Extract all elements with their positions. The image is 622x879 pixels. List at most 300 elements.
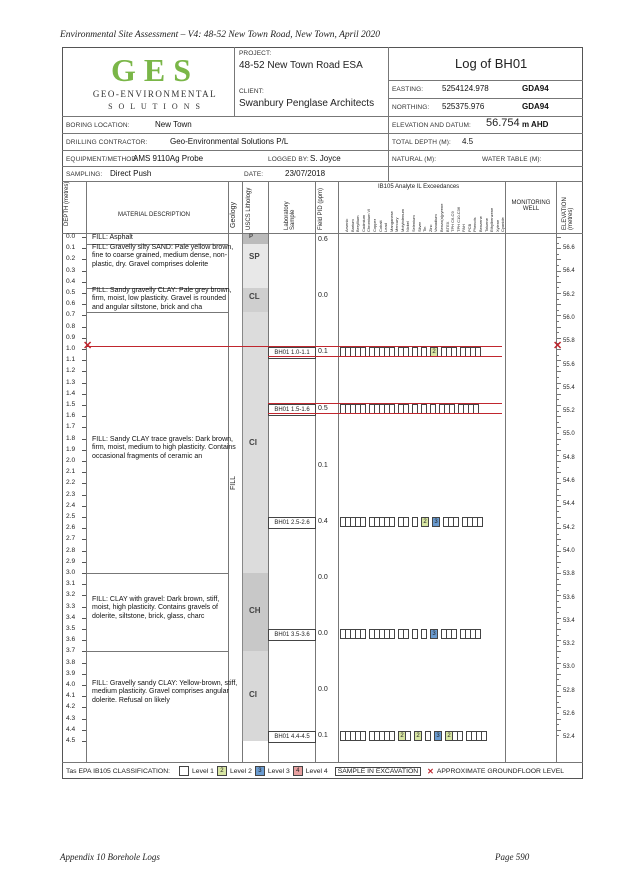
analyte-label: Barium <box>349 219 355 232</box>
elevation-tick-mark <box>556 618 561 619</box>
elevation-tick-mark <box>556 500 559 501</box>
depth-tick: 2.2 <box>66 479 76 487</box>
analyte-label: Cobalt <box>377 220 383 232</box>
depth-tick: 0.9 <box>66 333 76 341</box>
sample-pid: 0.0 <box>318 630 328 637</box>
depth-tick: 4.1 <box>66 692 76 700</box>
elevation-tick-mark <box>556 523 559 524</box>
elevation-tick-mark <box>556 640 561 641</box>
description-asphalt: FILL: Asphalt <box>92 234 133 241</box>
sample-pid: 0.4 <box>318 518 328 525</box>
description-gravelly-sandy-clay: FILL: Gravelly sandy CLAY: Yellow-brown, stiff, medium plasticity. Gravel comprises angular dolerite. Refusal on likely <box>92 680 238 704</box>
analyte-label: Ethylbenzene <box>489 207 495 232</box>
exceedance-cell <box>421 629 427 639</box>
depth-tick-mark <box>82 562 86 563</box>
depth-tick-mark <box>82 371 86 372</box>
exceedance-cell <box>457 731 463 741</box>
elevation-tick-mark <box>556 276 559 277</box>
elevation-tick: 54.6 <box>563 478 575 484</box>
elevation-tick-mark <box>556 304 561 305</box>
exceedance-cell: 2 <box>414 731 422 741</box>
depth-tick-mark <box>82 685 86 686</box>
logo-letters: GES <box>110 52 200 88</box>
col-pid: Field PID (ppm) <box>318 187 324 230</box>
exceedance-cell <box>389 731 395 741</box>
depth-tick: 0.5 <box>66 289 76 296</box>
depth-tick: 0.2 <box>66 255 76 263</box>
exceedance-cell <box>403 629 409 639</box>
equipment-value: AMS 9110Ag Probe <box>133 154 204 163</box>
logged-by-value: S. Joyce <box>310 154 341 163</box>
col-uscs: USCS Lithology <box>246 187 252 230</box>
depth-tick: 1.8 <box>66 434 76 442</box>
depth-tick-mark <box>82 584 86 585</box>
project-label: PROJECT: <box>239 50 272 57</box>
analyte-label: PAH <box>461 224 467 232</box>
logged-by-label: LOGGED BY: <box>268 156 309 163</box>
elevation-tick-mark <box>556 405 561 406</box>
depth-tick-mark <box>82 674 86 675</box>
analyte-label: Zinc <box>427 224 433 232</box>
depth-tick: 2.4 <box>66 501 76 509</box>
exceedance-cell <box>412 629 418 639</box>
col-geology: Geology <box>230 201 237 228</box>
elevation-tick-mark <box>556 439 561 440</box>
project-value: 48-52 New Town Road ESA <box>239 60 363 71</box>
boring-location-label: BORING LOCATION: <box>66 122 130 129</box>
total-depth-label: TOTAL DEPTH (M): <box>392 139 451 146</box>
elevation-tick-mark <box>556 399 559 400</box>
depth-tick-mark <box>82 730 86 731</box>
depth-tick: 1.1 <box>66 356 76 364</box>
legend <box>66 766 564 776</box>
date-value: 23/07/2018 <box>285 169 326 178</box>
elevation-tick: 56.4 <box>563 268 575 275</box>
elevation-tick-mark <box>556 321 559 322</box>
legend-x-icon: ✕ <box>427 766 434 776</box>
uscs-ch: CH <box>249 606 261 615</box>
contractor-value: Geo-Environmental Solutions P/L <box>170 137 289 146</box>
analyte-label: PCB <box>466 223 472 232</box>
exceedance-cell <box>389 629 395 639</box>
elevation-tick-mark <box>556 556 559 557</box>
depth-tick: 1.9 <box>66 445 76 453</box>
elevation-tick-mark <box>556 551 561 552</box>
elevation-tick-mark <box>556 562 561 563</box>
elevation-tick-mark <box>556 472 561 473</box>
elevation-tick-mark <box>556 287 559 288</box>
depth-tick: 3.9 <box>66 669 76 677</box>
elevation-tick-mark <box>556 657 559 658</box>
depth-tick-mark <box>82 528 86 529</box>
legend-classification: Tas EPA IB105 CLASSIFICATION: <box>66 767 171 775</box>
total-depth-value: 4.5 <box>462 137 474 146</box>
elevation-tick-mark <box>556 506 561 507</box>
analyte-label: Copper <box>371 218 377 232</box>
elevation-tick: 55.8 <box>563 338 575 345</box>
elevation-tick: 52.6 <box>563 711 575 717</box>
elevation-tick: 52.4 <box>563 734 575 741</box>
analyte-label: Xylene <box>494 219 500 232</box>
contractor-label: DRILLING CONTRACTOR: <box>66 139 148 146</box>
uscs-cl: CL <box>249 292 260 301</box>
elevation-tick: 55.6 <box>563 361 575 368</box>
elevation-tick-mark <box>556 517 561 518</box>
elevation-tick-mark <box>556 455 559 456</box>
legend-level2: Level 2 <box>229 767 252 775</box>
elevation-tick-mark <box>556 411 559 412</box>
exceedance-cell <box>405 731 411 741</box>
legend-level4: Level 4 <box>305 767 328 775</box>
analyte-label: TPH C10-C36 <box>455 206 461 232</box>
elevation-unit: m AHD <box>522 120 549 129</box>
depth-tick: 3.0 <box>66 569 76 576</box>
elevation-tick-mark <box>556 388 559 389</box>
elevation-tick-mark <box>556 360 561 361</box>
description-sandy-clay: FILL: Sandy CLAY trace gravels: Dark brown, firm, moist, medium to high plasticity. Contains occasional fragments of ceramic an <box>92 436 236 460</box>
depth-tick: 2.9 <box>66 557 76 565</box>
elevation-tick: 53.8 <box>563 571 575 578</box>
natural-label: NATURAL (M): <box>392 156 437 163</box>
depth-tick-mark <box>82 595 86 596</box>
depth-tick-mark <box>82 360 86 361</box>
depth-tick-mark <box>82 495 86 496</box>
elevation-tick-mark <box>556 702 559 703</box>
legend-level1-swatch <box>179 766 189 776</box>
depth-tick: 1.6 <box>66 412 76 420</box>
elevation-tick-mark <box>556 590 559 591</box>
elevation-tick-mark <box>556 629 561 630</box>
elevation-tick-mark <box>556 371 561 372</box>
elevation-tick-mark <box>556 355 559 356</box>
easting-datum: GDA94 <box>522 84 549 93</box>
pid-reading: 0.6 <box>318 236 328 243</box>
col-material: MATERIAL DESCRIPTION <box>118 212 191 218</box>
analyte-label: Benzene <box>478 216 484 232</box>
analyte-label: Nickel <box>405 221 411 232</box>
elevation-tick-mark <box>556 707 561 708</box>
pid-reading: 0.0 <box>318 292 328 299</box>
elevation-tick-mark <box>556 635 559 636</box>
depth-tick-mark <box>82 282 86 283</box>
analyte-label: Vanadium <box>433 214 439 232</box>
elevation-tick: 56.6 <box>563 245 575 251</box>
elevation-tick-mark <box>556 366 559 367</box>
col-depth: DEPTH (metres) <box>64 181 70 226</box>
equipment-label: EQUIPMENT/METHOD: <box>66 156 139 163</box>
depth-tick: 3.7 <box>66 647 76 655</box>
elevation-tick-mark <box>556 579 559 580</box>
elevation-tick-mark <box>556 573 561 574</box>
elevation-tick-mark <box>556 685 561 686</box>
exceedance-cell <box>477 517 483 527</box>
elevation-tick-mark <box>556 422 559 423</box>
depth-tick-mark <box>82 707 86 708</box>
analyte-label: Chromium VI <box>366 208 372 232</box>
elevation-tick-mark <box>556 237 561 238</box>
col-elevation: ELEVATION (metres) <box>562 197 574 230</box>
depth-tick: 2.1 <box>66 468 76 476</box>
elevation-tick-mark <box>556 377 559 378</box>
depth-tick-mark <box>82 271 86 272</box>
elevation-tick-mark <box>556 495 561 496</box>
elevation-tick-mark <box>556 243 559 244</box>
elevation-tick-mark <box>556 730 561 731</box>
col-sample: Laboratory Sample <box>284 201 296 230</box>
boring-location-value: New Town <box>155 120 192 129</box>
easting-value: 5254124.978 <box>442 84 489 93</box>
northing-value: 525375.976 <box>442 102 485 111</box>
elevation-tick: 56.0 <box>563 314 575 321</box>
legend-level3-swatch: 3 <box>255 766 265 776</box>
uscs-p: P <box>249 234 254 240</box>
elevation-tick: 55.0 <box>563 431 575 438</box>
depth-tick: 3.3 <box>66 602 76 610</box>
depth-tick: 2.8 <box>66 546 76 554</box>
elevation-tick: 54.8 <box>563 454 575 461</box>
depth-tick-mark <box>82 461 86 462</box>
water-table-label: WATER TABLE (M): <box>482 156 542 163</box>
depth-tick: 1.7 <box>66 423 76 431</box>
depth-tick: 4.0 <box>66 681 76 688</box>
elevation-tick-mark <box>556 545 559 546</box>
analyte-label: Manganese <box>388 211 394 232</box>
elevation-tick-mark <box>556 282 561 283</box>
analyte-label: Benzo(a)pyrene <box>438 203 444 232</box>
analyte-label: Tin <box>422 226 428 232</box>
depth-tick: 3.1 <box>66 580 76 588</box>
analyte-label: Beryllium <box>355 215 361 232</box>
elevation-label: ELEVATION AND DATUM: <box>392 122 471 129</box>
sample-pid: 0.5 <box>318 405 328 412</box>
elevation-tick-mark <box>556 623 559 624</box>
uscs-ci: CI <box>249 438 257 447</box>
sampling-label: SAMPLING: <box>66 171 103 178</box>
exceedance-cell <box>389 517 395 527</box>
elevation-tick-mark <box>556 416 561 417</box>
exceedance-cell: 3 <box>434 731 442 741</box>
client-label: CLIENT: <box>239 88 264 95</box>
elevation-tick-mark <box>556 461 561 462</box>
elevation-tick-mark <box>556 539 561 540</box>
elevation-tick-mark <box>556 651 561 652</box>
elevation-tick-mark <box>556 679 559 680</box>
elevation-tick-mark <box>556 567 559 568</box>
depth-tick: 1.4 <box>66 389 76 397</box>
elevation-tick: 53.2 <box>563 641 575 648</box>
sample-pid: 0.1 <box>318 732 328 739</box>
depth-tick-mark <box>82 741 86 742</box>
description-sand: FILL: Gravelly silty SAND: Pale yellow brown, fine to coarse grained, medium dense, non-plastic, dry. Gravel comprises dolerite <box>92 244 234 268</box>
legend-level1: Level 1 <box>192 767 214 775</box>
depth-tick: 4.4 <box>66 725 76 733</box>
footer: Appendix 10 Borehole Logs <box>60 852 160 862</box>
exceedance-cell <box>425 731 431 741</box>
elevation-tick-mark <box>556 259 561 260</box>
exceedance-cell <box>451 629 457 639</box>
elevation-tick-mark <box>556 299 559 300</box>
elevation-tick-mark <box>556 719 561 720</box>
legend-groundfloor: APPROXIMATE GROUNDFLOOR LEVEL <box>436 767 565 775</box>
description-clay-gravel: FILL: CLAY with gravel: Dark brown, stiff, moist, high plasticity. Contains gravels of dolerite, siltstone, brick, glass, charc <box>92 596 220 620</box>
depth-tick-mark <box>82 327 86 328</box>
pid-reading: 0.0 <box>318 574 328 581</box>
uscs-sp: SP <box>249 252 260 261</box>
depth-tick-mark <box>82 506 86 507</box>
log-title: Log of BH01 <box>455 56 528 71</box>
pid-reading: 0.1 <box>318 462 328 469</box>
elevation-tick-mark <box>556 327 561 328</box>
depth-tick-mark <box>82 237 86 238</box>
exceedance-cell: 2 <box>430 347 438 357</box>
col-monitoring: MONITORING WELL <box>511 200 551 212</box>
sample-pid: 0.1 <box>318 348 328 355</box>
elevation-tick-mark <box>556 612 559 613</box>
elevation-tick-mark <box>556 534 559 535</box>
elevation-tick-mark <box>556 478 559 479</box>
col-exceedances: IB105 Analyte IL Exceedances <box>378 184 460 190</box>
elevation-tick-mark <box>556 444 559 445</box>
legend-level3: Level 3 <box>267 767 290 775</box>
elevation-tick-mark <box>556 528 561 529</box>
depth-tick-mark <box>82 416 86 417</box>
depth-tick: 3.5 <box>66 625 76 632</box>
date-label: DATE: <box>244 171 264 178</box>
depth-tick-mark <box>82 450 86 451</box>
elevation-tick-mark <box>556 511 559 512</box>
company-logo <box>80 52 230 112</box>
elevation-tick-mark <box>556 332 559 333</box>
elevation-tick-mark <box>556 394 561 395</box>
depth-tick: 0.8 <box>66 322 76 330</box>
depth-tick-mark <box>82 248 86 249</box>
exceedance-cell: 2 <box>445 731 453 741</box>
elevation-tick-mark <box>556 265 559 266</box>
elevation-tick-mark <box>556 271 561 272</box>
elevation-tick-mark <box>556 254 559 255</box>
depth-tick: 1.2 <box>66 367 76 375</box>
elevation-tick-mark <box>556 483 561 484</box>
sample-label: BH01 2.5-2.6 <box>268 517 316 529</box>
depth-tick-mark <box>82 405 86 406</box>
depth-tick-mark <box>82 629 86 630</box>
depth-tick: 3.8 <box>66 658 76 666</box>
depth-tick-mark <box>82 618 86 619</box>
exceedance-cell: 2 <box>398 731 406 741</box>
depth-tick: 2.6 <box>66 524 76 532</box>
depth-tick-mark <box>82 304 86 305</box>
elevation-tick-mark <box>556 735 559 736</box>
elevation-tick-mark <box>556 293 561 294</box>
analyte-label: Lead <box>383 223 389 232</box>
analyte-label: Phenols <box>472 217 478 232</box>
elevation-tick-mark <box>556 584 561 585</box>
depth-tick: 0.1 <box>66 244 76 252</box>
elevation-tick-mark <box>556 450 561 451</box>
elevation-tick-mark <box>556 607 561 608</box>
depth-tick: 2.3 <box>66 490 76 498</box>
exceedance-cell <box>412 517 418 527</box>
depth-tick: 3.4 <box>66 613 76 621</box>
sampling-value: Direct Push <box>110 169 152 178</box>
depth-tick-mark <box>82 472 86 473</box>
elevation-tick-mark <box>556 248 561 249</box>
depth-tick-mark <box>82 607 86 608</box>
sample-label: BH01 4.4-4.5 <box>268 731 316 743</box>
northing-datum: GDA94 <box>522 102 549 111</box>
analyte-label: Cyanide <box>500 217 506 232</box>
elevation-tick-mark <box>556 427 561 428</box>
groundfloor-marker-right: ✕ <box>553 340 563 352</box>
analyte-label: Selenium <box>411 215 417 232</box>
elevation-tick: 53.6 <box>563 594 575 601</box>
elevation-tick-mark <box>556 691 559 692</box>
page-number: Page 590 <box>495 852 530 862</box>
elevation-tick-mark <box>556 595 561 596</box>
elevation-tick-mark <box>556 713 559 714</box>
exceedance-cell: 2 <box>421 517 429 527</box>
depth-tick: 2.0 <box>66 457 76 464</box>
elevation-tick-mark <box>556 310 559 311</box>
elevation-tick: 54.2 <box>563 524 575 531</box>
elevation-tick: 56.2 <box>563 291 575 298</box>
legend-sample-excavation: SAMPLE IN EXCAVATION <box>335 767 421 776</box>
exceedance-cell: 3 <box>430 629 438 639</box>
elevation-tick: 54.0 <box>563 547 575 554</box>
analyte-label: Cadmium <box>360 214 366 232</box>
groundfloor-marker-left: ✕ <box>83 340 93 352</box>
depth-tick: 2.7 <box>66 535 76 543</box>
elevation-tick-mark <box>556 646 559 647</box>
elevation-tick-mark <box>556 489 559 490</box>
depth-tick: 3.6 <box>66 636 76 644</box>
depth-tick: 1.3 <box>66 378 76 386</box>
depth-tick-mark <box>82 394 86 395</box>
depth-tick: 0.4 <box>66 277 76 285</box>
depth-tick-mark <box>82 439 86 440</box>
depth-tick: 1.0 <box>66 345 76 352</box>
elevation-value: 56.754 <box>486 117 520 129</box>
depth-tick: 0.0 <box>66 233 76 240</box>
sample-label: BH01 1.5-1.6 <box>268 404 316 416</box>
elevation-tick: 52.8 <box>563 687 575 694</box>
analyte-headers <box>340 194 506 232</box>
elevation-tick-mark <box>556 383 561 384</box>
depth-tick-mark <box>82 383 86 384</box>
depth-tick: 0.3 <box>66 266 76 274</box>
depth-tick: 0.6 <box>66 300 76 308</box>
northing-label: NORTHING: <box>392 104 430 111</box>
elevation-tick-mark <box>556 467 559 468</box>
depth-tick-mark <box>82 315 86 316</box>
depth-tick: 0.7 <box>66 311 76 319</box>
pid-reading: 0.0 <box>318 686 328 693</box>
legend-level4-swatch: 4 <box>293 766 303 776</box>
depth-tick-mark <box>82 640 86 641</box>
depth-tick-mark <box>82 293 86 294</box>
exceedance-cell <box>360 731 366 741</box>
depth-tick: 4.3 <box>66 714 76 722</box>
elevation-tick-mark <box>556 668 559 669</box>
depth-tick-mark <box>82 517 86 518</box>
logo-line1: GEO-ENVIRONMENTAL <box>92 89 218 99</box>
easting-label: EASTING: <box>392 86 424 93</box>
exceedance-cell <box>360 629 366 639</box>
sample-label: BH01 1.0-1.1 <box>268 347 316 359</box>
elevation-tick-mark <box>556 724 559 725</box>
depth-tick: 4.2 <box>66 703 76 711</box>
analyte-label: Toluene <box>483 217 489 232</box>
